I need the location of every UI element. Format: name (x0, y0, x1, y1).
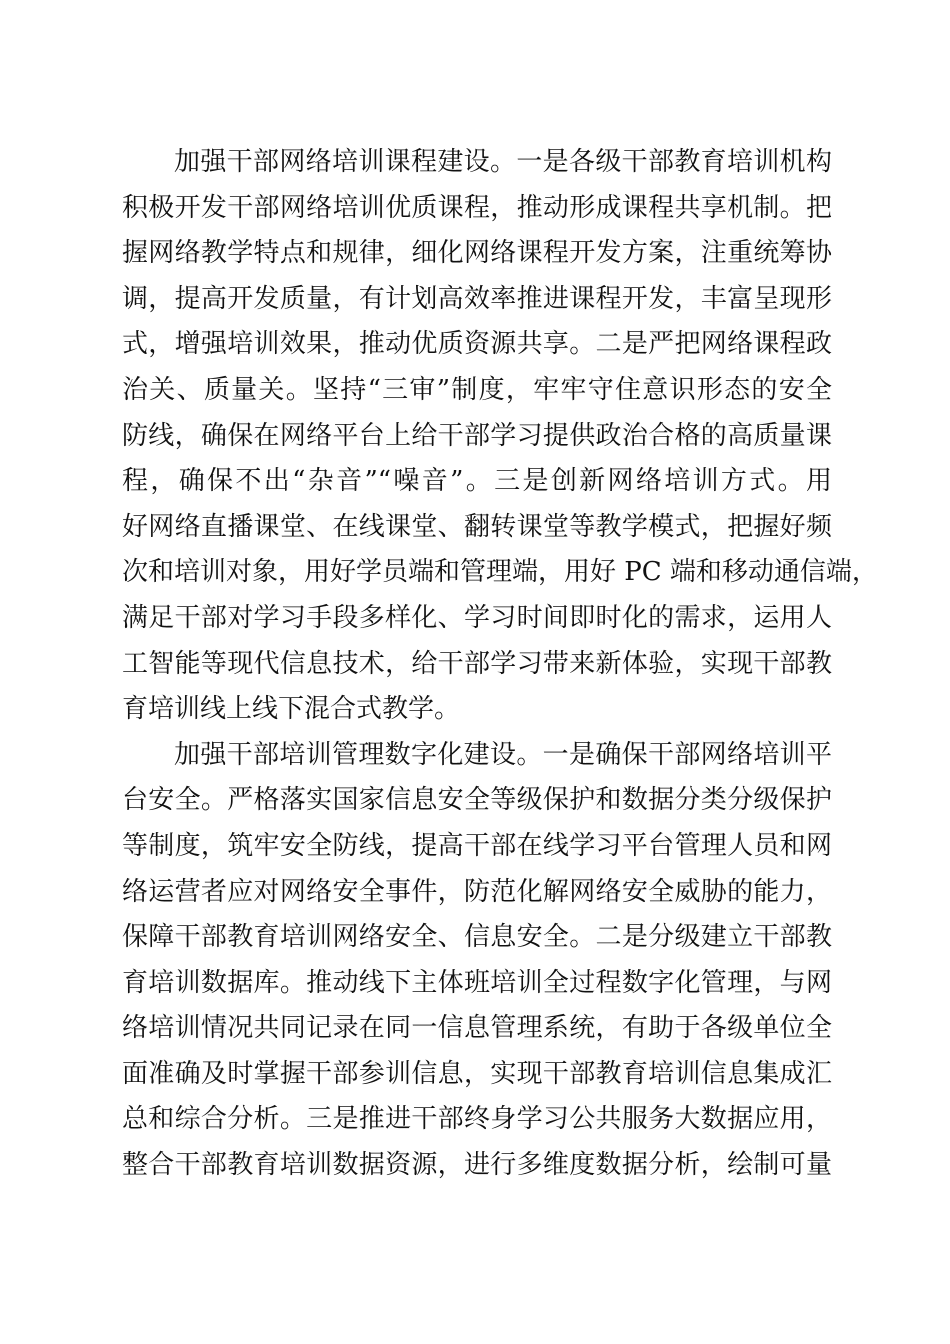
text-line: 程，确保不出“杂音”“噪音”。三是创新网络培训方式。用 (122, 466, 832, 497)
text-line: 面准确及时掌握干部参训信息，实现干部教育培训信息集成汇 (122, 1058, 832, 1089)
text-line: 好网络直播课堂、在线课堂、翻转课堂等教学模式，把握好频 (122, 511, 832, 542)
text-line: 等制度，筑牢安全防线，提高干部在线学习平台管理人员和网 (122, 830, 832, 861)
text-line: 调，提高开发质量，有计划高效率推进课程开发，丰富呈现形 (122, 283, 832, 314)
text-line: 防线，确保在网络平台上给干部学习提供政治合格的高质量课 (122, 420, 832, 451)
text-line: 整合干部教育培训数据资源，进行多维度数据分析，绘制可量 (122, 1150, 832, 1181)
text-line: 满足干部对学习手段多样化、学习时间即时化的需求，运用人 (122, 602, 832, 633)
text-line: 保障干部教育培训网络安全、信息安全。二是分级建立干部教 (122, 922, 832, 953)
text-line: 台安全。严格落实国家信息安全等级保护和数据分类分级保护 (122, 785, 832, 816)
text-line: 育培训数据库。推动线下主体班培训全过程数字化管理，与网 (122, 967, 832, 998)
text-line: 育培训线上线下混合式教学。 (122, 694, 461, 725)
text-line: 工智能等现代信息技术，给干部学习带来新体验，实现干部教 (122, 648, 832, 679)
text-line: 总和综合分析。三是推进干部终身学习公共服务大数据应用， (122, 1104, 832, 1135)
paragraph-management-digitalization (122, 733, 832, 1189)
text-line: 络运营者应对网络安全事件，防范化解网络安全威胁的能力， (122, 876, 832, 907)
document-body (122, 140, 878, 1189)
text-line: 次和培训对象，用好学员端和管理端，用好 PC 端和移动通信端， (122, 557, 878, 588)
paragraph-course-construction (122, 140, 878, 733)
text-line: 式，增强培训效果，推动优质资源共享。二是严把网络课程政 (122, 329, 832, 360)
text-line: 治关、质量关。坚持“三审”制度，牢牢守住意识形态的安全 (122, 374, 832, 405)
text-line: 积极开发干部网络培训优质课程，推动形成课程共享机制。把 (122, 192, 832, 223)
text-line: 加强干部网络培训课程建设。一是各级干部教育培训机构 (174, 147, 832, 177)
text-line: 握网络教学特点和规律，细化网络课程开发方案，注重统筹协 (122, 238, 832, 269)
text-line: 加强干部培训管理数字化建设。一是确保干部网络培训平 (174, 739, 832, 770)
text-line: 络培训情况共同记录在同一信息管理系统，有助于各级单位全 (122, 1013, 832, 1044)
